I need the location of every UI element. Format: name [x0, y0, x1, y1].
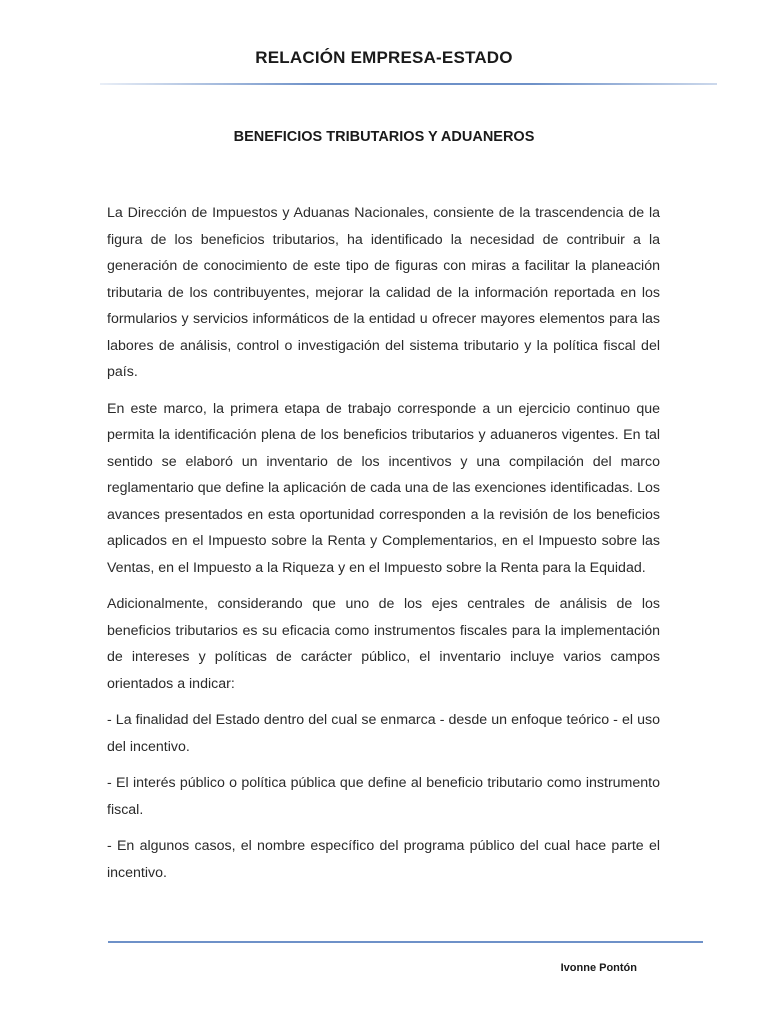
- paragraph-intro: La Dirección de Impuestos y Aduanas Nacionales, consiente de la trascendencia de la figura de los beneficios tributarios, ha identificado la necesidad de contribuir a la generación de conocimiento de este tipo de figuras con miras a facilitar la planeación tributaria de los contribuyentes, mejorar la calidad de la información reportada en los formularios y servicios informáticos de la entidad u ofrecer mayores elementos para las labores de análisis, control o investigación del sistema tributario y la política fiscal del país.: [107, 205, 660, 380]
- list-item-program-name: - En algunos casos, el nombre específico del programa público del cual hace parte el incentivo.: [107, 838, 660, 881]
- paragraph-additional: Adicionalmente, considerando que uno de los ejes centrales de análisis de los beneficios tributarios es su eficacia como instrumentos fiscales para la implementación de intereses y políticas de carácter público, el inventario incluye varios campos orientados a indicar:: [107, 596, 660, 692]
- section-title: BENEFICIOS TRIBUTARIOS Y ADUANEROS: [233, 129, 535, 145]
- header-divider: [100, 83, 717, 85]
- document-body: [107, 200, 660, 896]
- document-header-title: RELACIÓN EMPRESA-ESTADO: [255, 48, 513, 67]
- footer-author: Ivonne Pontón: [560, 962, 637, 974]
- paragraph-framework: En este marco, la primera etapa de trabajo corresponde a un ejercicio continuo que permita la identificación plena de los beneficios tributarios y aduaneros vigentes. En tal sentido se elaboró un inventario de los incentivos y una compilación del marco reglamentario que define la aplicación de cada una de las exenciones identificadas. Los avances presentados en esta oportunidad corresponden a la revisión de los beneficios aplicados en el Impuesto sobre la Renta y Complementarios, en el Impuesto sobre las Ventas, en el Impuesto a la Riqueza y en el Impuesto sobre la Renta para la Equidad.: [107, 400, 660, 576]
- list-item-purpose: - La finalidad del Estado dentro del cual se enmarca - desde un enfoque teórico - el uso del incentivo.: [107, 712, 660, 755]
- footer-divider: [108, 941, 703, 943]
- list-item-public-interest: - El interés público o política pública que define al beneficio tributario como instrumento fiscal.: [107, 775, 660, 818]
